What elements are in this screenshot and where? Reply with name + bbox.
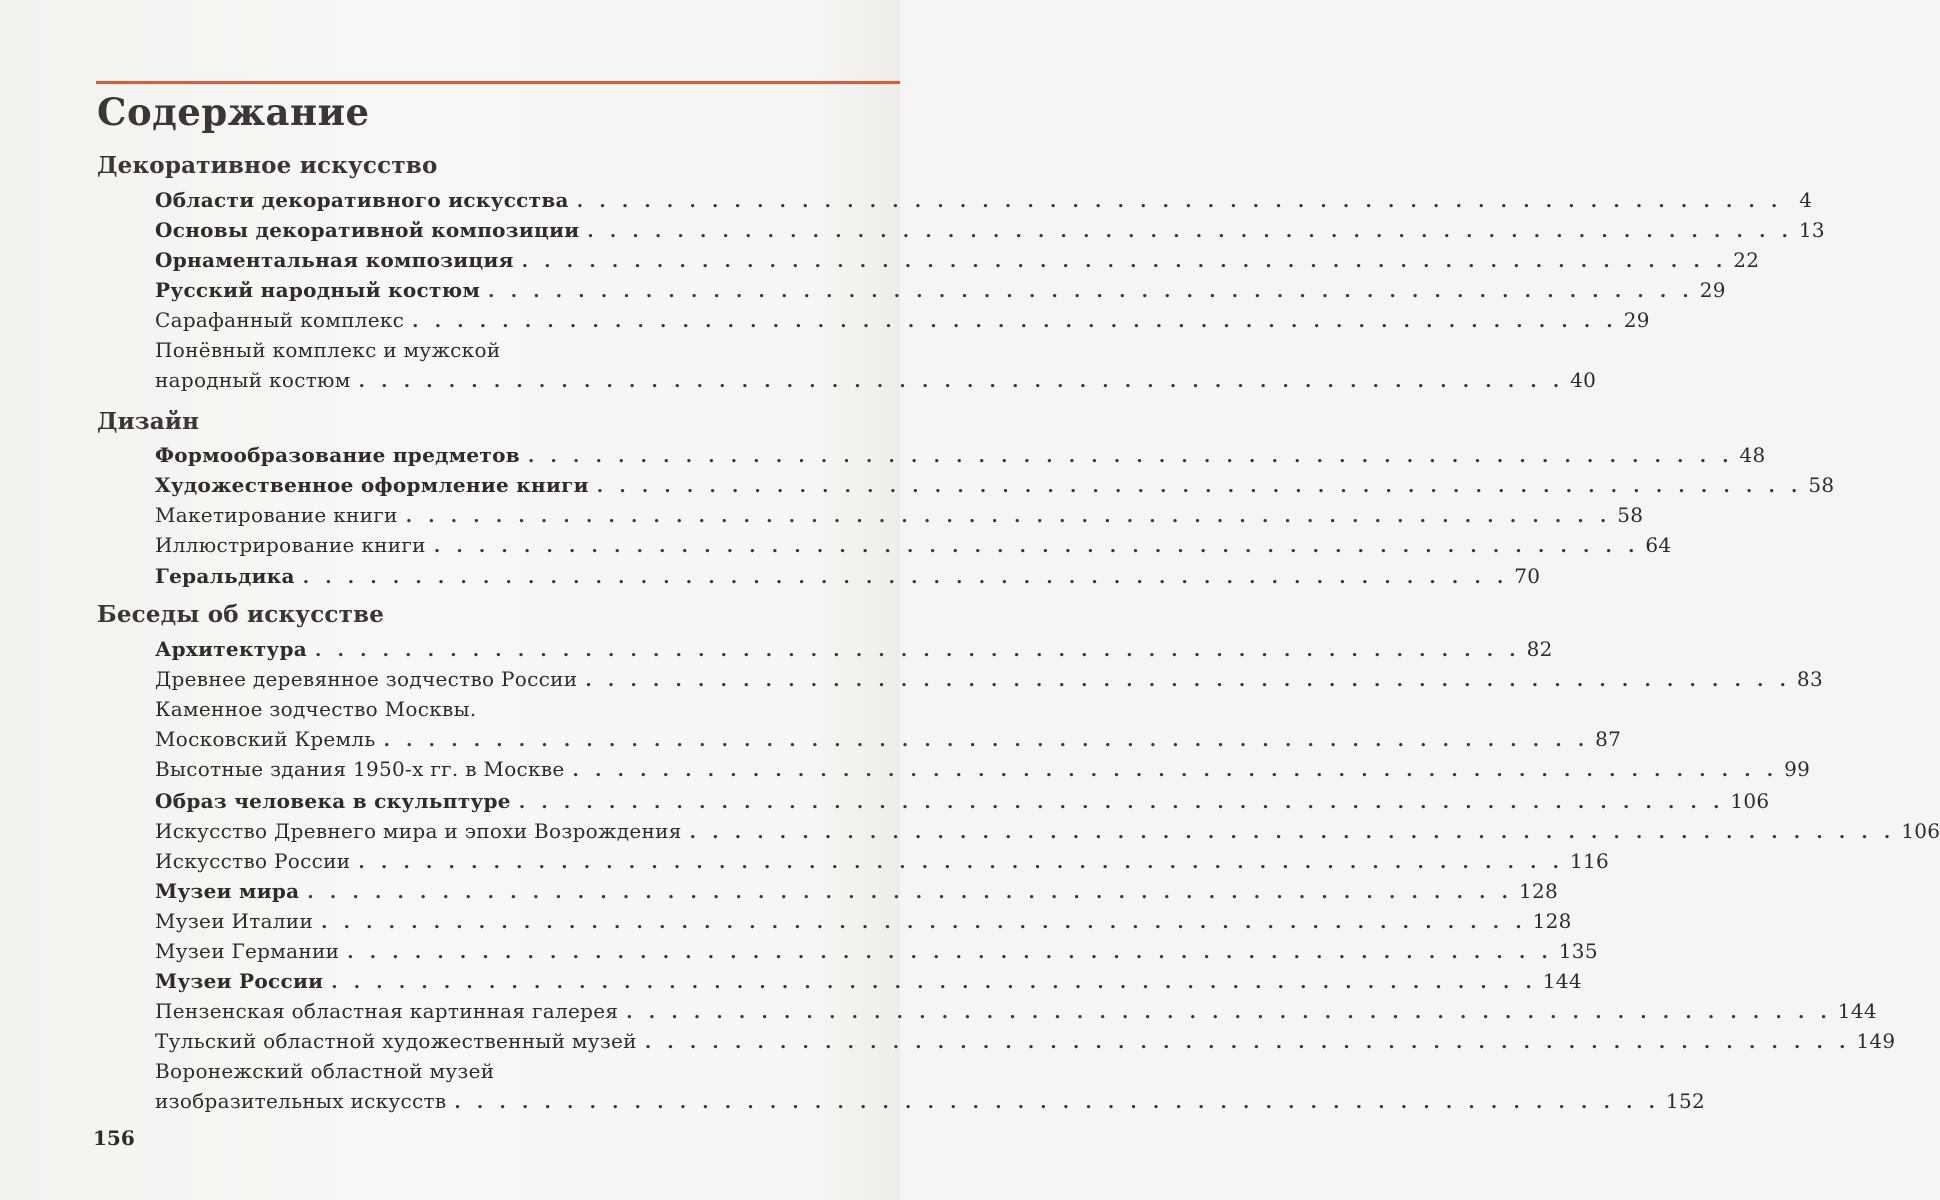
toc-entry-page: 99 — [1784, 757, 1811, 781]
toc-entry-title-line1: Понёвный комплекс и мужской — [155, 338, 501, 362]
toc-entry[interactable] — [155, 275, 1726, 305]
dot-leader: . . . . . . . . . . . . . . . . . . . . . . . . . . . . . . . . . . . . . . . . . . . . . . . . . . . . . . — [585, 670, 1791, 691]
toc-entry[interactable] — [155, 245, 1760, 275]
toc-entry-page: 149 — [1856, 1029, 1896, 1053]
dot-leader: . . . . . . . . . . . . . . . . . . . . . . . . . . . . . . . . . . . . . . . . . . . . . . . . . . . . . . — [644, 1032, 1851, 1053]
toc-entry-title-line1: Каменное зодчество Москвы. — [155, 697, 477, 721]
toc-entry-title: Высотные здания 1950-х гг. в Москве — [155, 757, 565, 781]
toc-entry-page: 106 — [1730, 789, 1770, 813]
toc-entry-title: Художественное оформление книги — [155, 473, 589, 497]
toc-entry[interactable] — [155, 786, 1770, 816]
toc-entry[interactable] — [155, 936, 1598, 966]
toc-entry-title: Пензенская областная картинная галерея — [155, 999, 619, 1023]
toc-entry-title: Древнее деревянное зодчество России — [155, 667, 578, 691]
page-title: Содержание — [97, 90, 370, 134]
toc-entry-page: 70 — [1514, 564, 1541, 588]
dot-leader: . . . . . . . . . . . . . . . . . . . . . . . . . . . . . . . . . . . . . . . . . . . . . . . . . . . . . . — [383, 730, 1590, 751]
toc-entry-title: Московский Кремль — [155, 727, 376, 751]
dot-leader: . . . . . . . . . . . . . . . . . . . . . . . . . . . . . . . . . . . . . . . . . . . . . . . . . . . . . . — [433, 536, 1640, 557]
toc-entry[interactable] — [155, 966, 1582, 996]
toc-entry[interactable] — [155, 846, 1610, 876]
toc-entry[interactable] — [155, 634, 1553, 664]
toc-entry-page: 82 — [1526, 637, 1553, 661]
toc-entry-title: Музеи России — [155, 969, 324, 993]
toc-entry-page: 116 — [1569, 849, 1610, 873]
toc-entry-page: 58 — [1808, 473, 1835, 497]
toc-entry[interactable] — [155, 561, 1541, 591]
dot-leader: . . . . . . . . . . . . . . . . . . . . . . . . . . . . . . . . . . . . . . . . . . . . . . . . . . . . . . — [358, 852, 1564, 873]
toc-entry[interactable] — [155, 215, 1825, 245]
toc-entry-page: 40 — [1570, 368, 1597, 392]
dot-leader: . . . . . . . . . . . . . . . . . . . . . . . . . . . . . . . . . . . . . . . . . . . . . . . . . . . . . . — [527, 446, 1734, 467]
section-heading: Декоративное искусство — [97, 152, 438, 179]
page-number: 156 — [93, 1126, 135, 1150]
top-accent-rule — [96, 81, 900, 84]
toc-entry-title: Формообразование предметов — [155, 443, 520, 467]
toc-entry[interactable] — [155, 335, 1597, 395]
toc-entry-title: Области декоративного искусства — [155, 188, 569, 212]
toc-entry-title: Иллюстрирование книги — [155, 533, 426, 557]
toc-entry[interactable] — [155, 816, 1940, 846]
toc-entry-title: изобразительных искусств — [155, 1089, 447, 1113]
toc-entry-title: Русский народный костюм — [155, 278, 481, 302]
toc-entry-title: Макетирование книги — [155, 503, 398, 527]
section-heading: Беседы об искусстве — [97, 601, 385, 628]
toc-entry[interactable] — [155, 185, 1813, 215]
toc-entry-title: Тульский областной художественный музей — [155, 1029, 637, 1053]
toc-entry[interactable] — [155, 440, 1766, 470]
dot-leader: . . . . . . . . . . . . . . . . . . . . . . . . . . . . . . . . . . . . . . . . . . . . . . . . . . . . . . — [689, 822, 1896, 843]
toc-entry[interactable] — [155, 1026, 1896, 1056]
toc-entry-page: 4 — [1799, 188, 1813, 212]
dot-leader: . . . . . . . . . . . . . . . . . . . . . . . . . . . . . . . . . . . . . . . . . . . . . . . . . . . . . . — [405, 506, 1612, 527]
toc-entry-title: Основы декоративной композиции — [155, 218, 580, 242]
toc-entry-page: 106 — [1901, 819, 1940, 843]
dot-leader: . . . . . . . . . . . . . . . . . . . . . . . . . . . . . . . . . . . . . . . . . . . . . . . . . . . . . . — [331, 972, 1537, 993]
dot-leader: . . . . . . . . . . . . . . . . . . . . . . . . . . . . . . . . . . . . . . . . . . . . . . . . . . . . . . — [307, 882, 1513, 903]
dot-leader: . . . . . . . . . . . . . . . . . . . . . . . . . . . . . . . . . . . . . . . . . . . . . . . . . . . . . . — [518, 792, 1725, 813]
toc-entry-page: 152 — [1665, 1089, 1705, 1113]
dot-leader: . . . . . . . . . . . . . . . . . . . . . . . . . . . . . . . . . . . . . . . . . . . . . . . . . . . . . . — [302, 567, 1509, 588]
toc-entry[interactable] — [155, 996, 1877, 1026]
toc-entry-title-line1: Воронежский областной музей — [155, 1059, 495, 1083]
toc-entry-title: Музеи Италии — [155, 909, 314, 933]
toc-entry-page: 22 — [1733, 248, 1760, 272]
dot-leader: . . . . . . . . . . . . . . . . . . . . . . . . . . . . . . . . . . . . . . . . . . . . . . . . . . . . . . — [576, 191, 1783, 212]
toc-entry-title: Образ человека в скульптуре — [155, 789, 511, 813]
toc-entry-title: Музеи мира — [155, 879, 300, 903]
toc-entry-title: Архитектура — [155, 637, 308, 661]
toc-entry-page: 83 — [1796, 667, 1823, 691]
toc-entry-title: Орнаментальная композиция — [155, 248, 514, 272]
toc-entry-page: 29 — [1699, 278, 1726, 302]
section-heading: Дизайн — [97, 408, 200, 435]
dot-leader: . . . . . . . . . . . . . . . . . . . . . . . . . . . . . . . . . . . . . . . . . . . . . . . . . . . . . . — [412, 311, 1618, 332]
dot-leader: . . . . . . . . . . . . . . . . . . . . . . . . . . . . . . . . . . . . . . . . . . . . . . . . . . . . . . — [358, 371, 1565, 392]
toc-entry-page: 48 — [1739, 443, 1766, 467]
dot-leader: . . . . . . . . . . . . . . . . . . . . . . . . . . . . . . . . . . . . . . . . . . . . . . . . . . . . . . — [572, 760, 1779, 781]
toc-entry-title: Искусство России — [155, 849, 351, 873]
toc-entry[interactable] — [155, 1056, 1705, 1116]
toc-entry[interactable] — [155, 906, 1572, 936]
toc-entry[interactable] — [155, 470, 1835, 500]
toc-entry[interactable] — [155, 754, 1811, 784]
toc-entry-title: Искусство Древнего мира и эпохи Возрождения — [155, 819, 682, 843]
toc-entry[interactable] — [155, 876, 1558, 906]
toc-entry-page: 87 — [1595, 727, 1622, 751]
toc-entry[interactable] — [155, 694, 1622, 754]
dot-leader: . . . . . . . . . . . . . . . . . . . . . . . . . . . . . . . . . . . . . . . . . . . . . . . . . . . . . . — [321, 912, 1527, 933]
toc-entry-page: 13 — [1798, 218, 1825, 242]
toc-entry-title: Геральдика — [155, 564, 295, 588]
dot-leader: . . . . . . . . . . . . . . . . . . . . . . . . . . . . . . . . . . . . . . . . . . . . . . . . . . . . . . — [454, 1092, 1660, 1113]
dot-leader: . . . . . . . . . . . . . . . . . . . . . . . . . . . . . . . . . . . . . . . . . . . . . . . . . . . . . . — [315, 640, 1521, 661]
dot-leader: . . . . . . . . . . . . . . . . . . . . . . . . . . . . . . . . . . . . . . . . . . . . . . . . . . . . . . — [587, 221, 1793, 242]
dot-leader: . . . . . . . . . . . . . . . . . . . . . . . . . . . . . . . . . . . . . . . . . . . . . . . . . . . . . . — [521, 251, 1728, 272]
toc-entry[interactable] — [155, 305, 1650, 335]
toc-entry[interactable] — [155, 500, 1644, 530]
toc-entry-title: народный костюм — [155, 368, 351, 392]
toc-entry-title: Сарафанный комплекс — [155, 308, 405, 332]
toc-entry-page: 29 — [1623, 308, 1650, 332]
toc-entry-page: 58 — [1617, 503, 1644, 527]
toc-entry-page: 144 — [1542, 969, 1582, 993]
dot-leader: . . . . . . . . . . . . . . . . . . . . . . . . . . . . . . . . . . . . . . . . . . . . . . . . . . . . . . — [488, 281, 1694, 302]
toc-entry-title: Музеи Германии — [155, 939, 340, 963]
toc-entry-page: 128 — [1518, 879, 1558, 903]
toc-entry[interactable] — [155, 530, 1672, 560]
toc-entry[interactable] — [155, 664, 1823, 694]
toc-entry-page: 64 — [1645, 533, 1672, 557]
dot-leader: . . . . . . . . . . . . . . . . . . . . . . . . . . . . . . . . . . . . . . . . . . . . . . . . . . . . . . — [347, 942, 1553, 963]
dot-leader: . . . . . . . . . . . . . . . . . . . . . . . . . . . . . . . . . . . . . . . . . . . . . . . . . . . . . . — [596, 476, 1803, 497]
toc-entry-page: 128 — [1532, 909, 1572, 933]
toc-entry-page: 135 — [1558, 939, 1598, 963]
toc-entry-page: 144 — [1837, 999, 1877, 1023]
dot-leader: . . . . . . . . . . . . . . . . . . . . . . . . . . . . . . . . . . . . . . . . . . . . . . . . . . . . . . — [626, 1002, 1832, 1023]
